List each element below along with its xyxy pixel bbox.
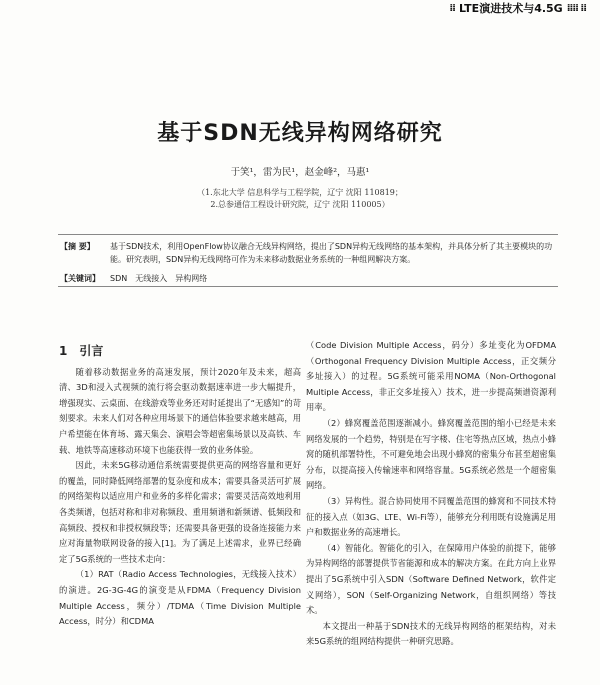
affiliation-2: 2.总参通信工程设计研究院，辽宁 沈阳 110005） <box>210 200 390 209</box>
paragraph: （3）异构性。混合协同使用不同覆盖范围的蜂窝和不同技术特征的接入点（如3G、LTE、Wi-Fi等），能够充分利用既有设施满足用户和数据业务的高速增长。 <box>306 495 556 538</box>
paragraph: （1）RAT（Radio Access Technologies，无线接入技术）的演进。2G-3G-4G的演变是从FDMA（Frequency Division Multiple Access，频分）/TDMA（Time Division Multiple Access，时分）和CDMA <box>59 569 301 627</box>
paragraph: 本文提出一种基于SDN技术的无线异构网络的框架结构，对未来5G系统的组网结构提供一种研究思路。 <box>306 620 556 647</box>
abstract-text: 基于SDN技术，利用OpenFlow协议融合无线异构网络，提出了SDN异构无线网络的基本架构，并具体分析了其主要模块的功能。研究表明，SDN异构无线网络可作为未来移动数据业务系统的一种组网解决方案。 <box>110 242 553 264</box>
abstract-top-rule <box>58 234 558 235</box>
section-heading-introduction: 1 引言 <box>59 344 104 358</box>
journal-column-title: LTE演进技术与4.5G <box>458 2 563 15</box>
paragraph: （Code Division Multiple Access，码分）多址变化为OFDMA（Orthogonal Frequency Division Multiple Access，正交频分多址接入）的过程。5G系统可能采用NOMA（Non-Orthogonal Multiple Access，非正交多址接入）技术，进一步提高频谱资源利用率。 <box>306 340 556 413</box>
paragraph: （4）智能化。智能化的引入，在保障用户体验的前提下，能够为异构网络的部署提供节省能源和成本的解决方案。在此方向上业界提出了5G系统中引入SDN（Software Defined Network，软件定义网络），SON（Self-Organizing Network，自组织网络）等技术。 <box>306 542 556 616</box>
abstract-bottom-rule <box>58 286 558 287</box>
abstract-label: 【摘 要】 <box>60 242 95 251</box>
right-column <box>306 338 556 650</box>
keywords-label: 【关键词】 <box>60 274 100 283</box>
abstract <box>60 240 556 266</box>
running-header <box>449 0 586 16</box>
affiliation-1: （1.东北大学 信息科学与工程学院，辽宁 沈阳 110819； <box>197 188 403 197</box>
header-marks-left: ⁞⁞ <box>449 2 455 14</box>
keywords <box>60 272 556 285</box>
header-marks-right: ⁞⁞⁞⁞ ⁞⁞ <box>566 2 586 14</box>
left-column <box>59 344 301 630</box>
paragraph: （2）蜂窝覆盖范围逐渐减小。蜂窝覆盖范围的缩小已经是未来网络发展的一个趋势，特别是在写字楼、住宅等热点区域，热点小蜂窝的随机部署特性，不可避免地会出现小蜂窝的密集分布甚至超密集分布，以提高接入传输速率和网络容量。5G系统必然是一个超密集网络。 <box>306 417 556 491</box>
paragraph: 因此，未来5G移动通信系统需要提供更高的网络容量和更好的覆盖，同时降低网络部署的复杂度和成本；需要具备灵活可扩展的网络架构以适应用户和业务的多样化需求；需要灵活高效地利用各类频谱，包括对称和非对称频段、重用频谱和新频谱、低频段和高频段、授权和非授权频段等；还需要具备更强的设备连接能力来应对海量物联网设备的接入[1]。为了满足上述需求，业界已经确定了5G系统的一些技术走向： <box>59 460 301 564</box>
keywords-text: SDN 无线接入 异构网络 <box>110 274 208 283</box>
paper-title: 基于SDN无线异构网络研究 <box>157 121 443 146</box>
paper-authors: 于笑¹，雷为民¹，赵金峰²，马惠¹ <box>230 167 370 178</box>
paragraph: 随着移动数据业务的高速发展，预计2020年及未来，超高清、3D和浸入式视频的流行将会驱动数据速率进一步大幅提升，增强现实、云桌面、在线游戏等业务还对时延提出了“无感知”的苛刻要求。未来人们对各种应用场景下的通信体验要求越来越高，用户希望能在体育场、露天集会、演唱会等超密集场景以及高铁、车载、地铁等高速移动环境下也能获得一致的业务体验。 <box>59 366 301 455</box>
